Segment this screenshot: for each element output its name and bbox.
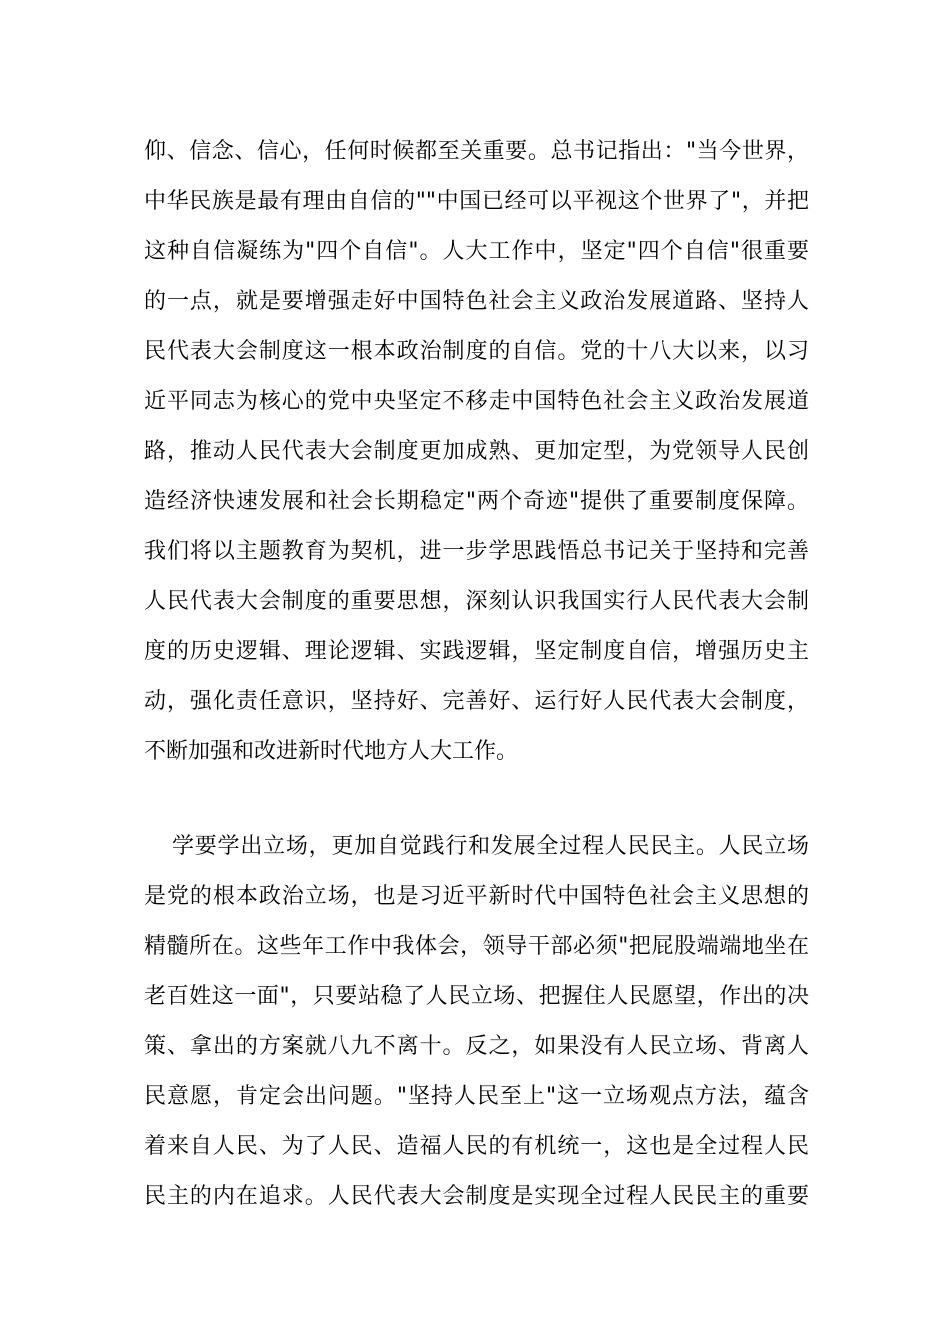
paragraph-line: 人民代表大会制度的重要思想，深刻认识我国实行人民代表大会制 [144, 589, 809, 614]
paragraph-line: 路，推动人民代表大会制度更加成熟、更加定型，为党领导人民创 [144, 439, 809, 464]
paragraph-line: 动，强化责任意识，坚持好、完善好、运行好人民代表大会制度， [144, 689, 809, 714]
paragraph-line: 民代表大会制度这一根本政治制度的自信。党的十八大以来，以习 [144, 339, 809, 364]
paragraph-line: 我们将以主题教育为契机，进一步学思践悟总书记关于坚持和完善 [144, 539, 809, 564]
paragraph-line: 民主的内在追求。人民代表大会制度是实现全过程人民民主的重要 [144, 1184, 809, 1209]
paragraph-line: 这种自信凝练为"四个自信"。人大工作中，坚定"四个自信"很重要 [144, 239, 809, 264]
paragraph-line: 的一点，就是要增强走好中国特色社会主义政治发展道路、坚持人 [144, 289, 809, 314]
paragraph-line: 精髓所在。这些年工作中我体会，领导干部必须"把屁股端端地坐在 [144, 934, 809, 959]
paragraph-line: 不断加强和改进新时代地方人大工作。 [144, 739, 519, 764]
paragraph-line: 民意愿，肯定会出问题。"坚持人民至上"这一立场观点方法，蕴含 [144, 1084, 809, 1109]
paragraph-line: 策、拿出的方案就八九不离十。反之，如果没有人民立场、背离人 [144, 1034, 809, 1059]
paragraph-line: 是党的根本政治立场，也是习近平新时代中国特色社会主义思想的 [144, 884, 809, 909]
paragraph-line: 近平同志为核心的党中央坚定不移走中国特色社会主义政治发展道 [144, 389, 809, 414]
paragraph-line: 中华民族是最有理由自信的""中国已经可以平视这个世界了"，并把 [144, 189, 809, 214]
paragraph-line: 着来自人民、为了人民、造福人民的有机统一，这也是全过程人民 [144, 1134, 809, 1159]
paragraph-line: 造经济快速发展和社会长期稳定"两个奇迹"提供了重要制度保障。 [144, 489, 809, 514]
paragraph-line: 学要学出立场，更加自觉践行和发展全过程人民民主。人民立场 [172, 834, 809, 859]
paragraph-line: 老百姓这一面"，只要站稳了人民立场、把握住人民愿望，作出的决 [144, 984, 809, 1009]
paragraph-line: 度的历史逻辑、理论逻辑、实践逻辑，坚定制度自信，增强历史主 [144, 639, 809, 664]
paragraph-line: 仰、信念、信心，任何时候都至关重要。总书记指出："当今世界， [144, 139, 809, 164]
